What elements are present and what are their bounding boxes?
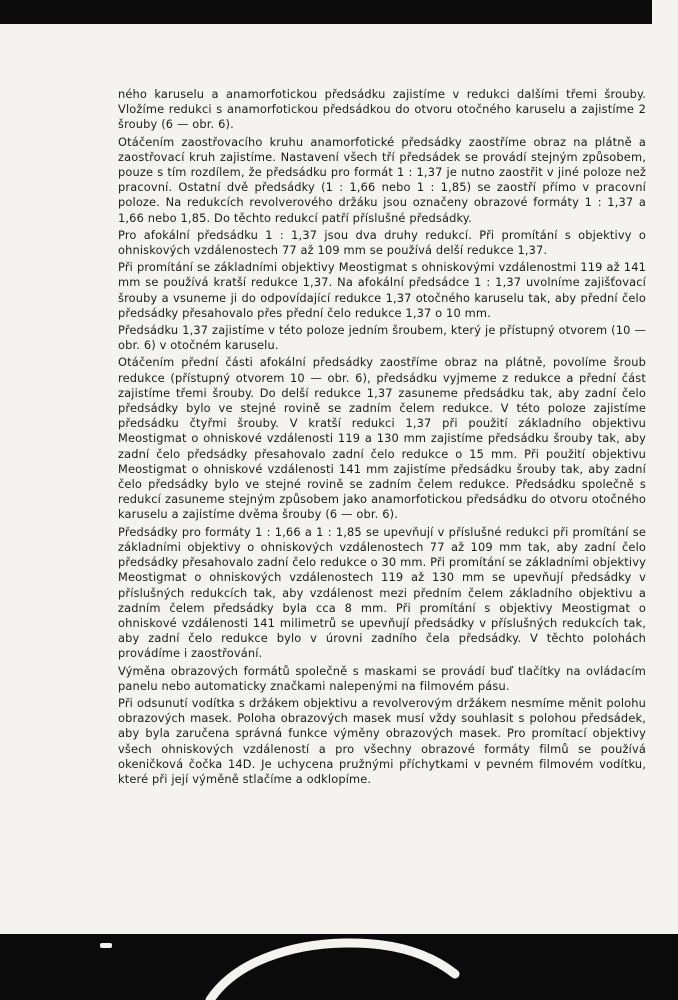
- paragraph-6: Otáčením přední části afokální předsádky zaostříme obraz na plátně, povolíme šroub redukce (přístupný otvorem 10 — obr. 6), předsádku vyjmeme z redukce a přední část zajistíme třemi šrouby. Do delší redukce 1,37 zasuneme předsádku tak, aby zadní čelo předsádky bylo ve stejné rovině se zadním čelem redukce. V této poloze zajistíme předsádku čtyřmi šrouby. V kratší redukci 1,37 při použití základního objektivu Meostigmat o ohniskové vzdálenosti 119 a 130 mm zajistíme předsádku šrouby tak, aby zadní čelo předsádky přesahovalo zadní čelo redukce o 15 mm. Při použití objektivu Meostigmat o ohniskové vzdálenosti 141 mm zajistíme předsádku šrouby tak, aby zadní čelo předsádky bylo ve stejné rovině se zadním čelem redukce. Předsádku společně s redukcí zasuneme stejným způsobem jako anamorfotickou předsádku do otvoru otočného karuselu a zajistíme dvěma šrouby (6 — obr. 6).: [118, 355, 646, 522]
- document-body: [118, 87, 646, 789]
- reel-mark-shape: [100, 943, 112, 948]
- reel-arc-shape: [210, 943, 455, 1000]
- bottom-black-border: [0, 934, 678, 1000]
- top-black-border: [0, 0, 678, 24]
- paragraph-7: Předsádky pro formáty 1 : 1,66 a 1 : 1,85 se upevňují v příslušné redukci při promítání se základními objektivy o ohniskových vzdálenostech 77 až 109 mm tak, aby zadní čelo předsádky přesahovalo zadní čelo redukce o 30 mm. Při promítání se základními objektivy Meostigmat o ohniskových vzdálenostech 119 až 130 mm se upevňují předsádky v příslušných redukcích tak, aby vzdálenost mezi předním čelem základního objektivu a zadním čelem předsádky byla cca 8 mm. Při promítání s objektivy Meostigmat o ohniskové vzdálenosti 141 milimetrů se upevňují předsádky v příslušných redukcích tak, aby zadní čelo redukce bylo v úrovni zadního čela předsádky. V těchto polohách provádíme i zaostřování.: [118, 524, 646, 661]
- paragraph-5: Předsádku 1,37 zajistíme v této poloze jedním šroubem, který je přístupný otvorem (10 — obr. 6) v otočném karuselu.: [118, 323, 646, 353]
- paragraph-8: Výměna obrazových formátů společně s maskami se provádí buď tlačítky na ovládacím panelu nebo automaticky značkami nalepenými na filmovém pásu.: [118, 663, 646, 693]
- paragraph-9: Při odsunutí vodítka s držákem objektivu a revolverovým držákem nesmíme měnit polohu obrazových masek. Poloha obrazových masek musí vždy souhlasit s polohou předsádek, aby byla zaručena správná funkce výměny obrazových masek. Pro promítací objektivy všech ohniskových vzdáleností a pro všechny obrazové formáty filmů se používá okeničková čočka 14D. Je uchycena pružnými příchytkami v pevném filmovém vodítku, které při její výměně stlačíme a odklopíme.: [118, 695, 646, 786]
- film-reel-graphic: [0, 934, 678, 1000]
- paragraph-3: Pro afokální předsádku 1 : 1,37 jsou dva druhy redukcí. Při promítání s objektivy o ohniskových vzdálenostech 77 až 109 mm se používá delší redukce 1,37.: [118, 227, 646, 258]
- paragraph-2: Otáčením zaostřovacího kruhu anamorfotické předsádky zaostříme obraz na plátně a zaostřovací kruh zajistíme. Nastavení všech tří předsádek se provádí stejným způsobem, pouze s tím rozdílem, že předsádku pro formát 1 : 1,37 je nutno zaostřit v jiné poloze než pracovní. Ostatní dvě předsádky (1 : 1,66 nebo 1 : 1,85) se zaostří přímo v pracovní poloze. Na redukcích revolverového držáku jsou označeny obrazové formáty 1 : 1,37 a 1,66 nebo 1,85. Do těchto redukcí patří příslušné předsádky.: [118, 134, 646, 225]
- top-border-notch: [652, 0, 678, 24]
- paragraph-4: Při promítání se základními objektivy Meostigmat s ohniskovými vzdálenostmi 119 až 141 mm se používá kratší redukce 1,37. Na afokální předsádce 1 : 1,37 uvolníme zajišťovací šrouby a vsuneme ji do odpovídající redukce 1,37 otočného karuselu tak, aby přední čelo předsádky přesahovalo přes přední čelo redukce 1,37 o 10 mm.: [118, 260, 646, 320]
- paragraph-1: ného karuselu a anamorfotickou předsádku zajistíme v redukci dalšími třemi šrouby. Vložíme redukci s anamorfotickou předsádkou do otvoru otočného karuselu a zajistíme 2 šrouby (6 — obr. 6).: [118, 87, 646, 132]
